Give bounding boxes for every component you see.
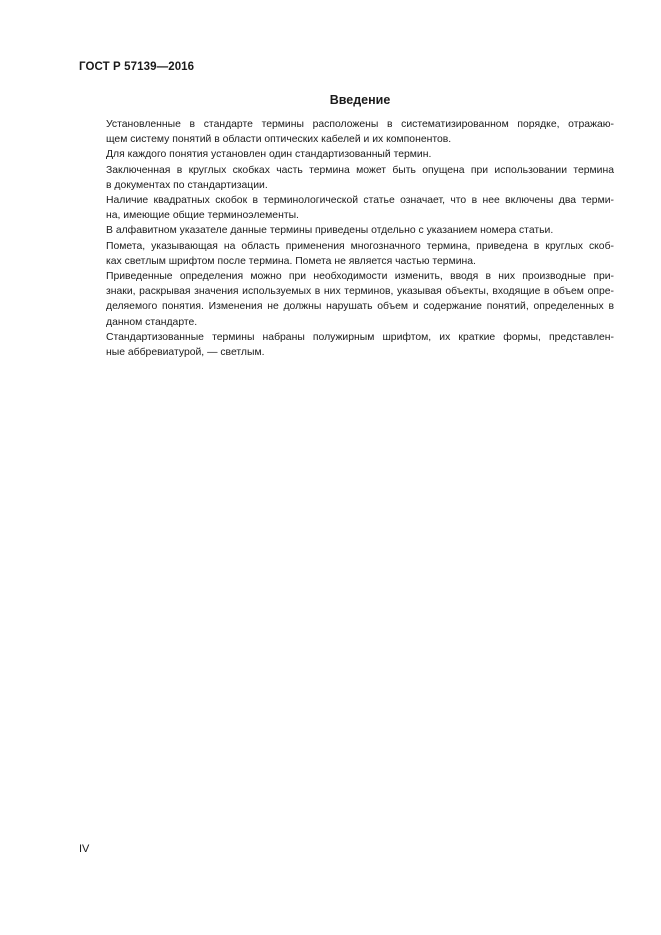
text-line: В алфавитном указателе данные термины приведены отдельно с указанием номера статьи.	[106, 225, 554, 237]
text-line: Заключенная в круглых скобках часть термина может быть опущена при использовании термина	[106, 164, 614, 176]
text-line: Приведенные определения можно при необходимости изменить, вводя в них производные при-	[106, 271, 614, 283]
body-text	[79, 117, 614, 360]
paragraph	[79, 269, 614, 330]
text-line: на, имеющие общие терминоэлементы.	[106, 210, 299, 222]
page-number: IV	[79, 843, 90, 855]
text-line: Для каждого понятия установлен один стандартизованный термин.	[106, 149, 432, 161]
text-line: Помета, указывающая на область применения многозначного термина, приведена в круглых скоб-	[106, 240, 614, 252]
text-line: Стандартизованные термины набраны полужирным шрифтом, их краткие формы, представлен-	[106, 331, 614, 343]
text-line: Наличие квадратных скобок в терминологической статье означает, что в нее включены два терми-	[106, 195, 614, 207]
paragraph	[79, 147, 614, 162]
text-line: ные аббревиатурой, — светлым.	[106, 347, 265, 359]
document-code-header: ГОСТ Р 57139—2016	[79, 61, 195, 73]
text-line: Установленные в стандарте термины расположены в систематизированном порядке, отражаю-	[106, 119, 614, 130]
paragraph	[79, 223, 614, 238]
paragraph	[79, 193, 614, 223]
paragraph	[79, 330, 614, 360]
text-line: ках светлым шрифтом после термина. Помета не является частью термина.	[106, 255, 476, 267]
text-line: деляемого понятия. Изменения не должны нарушать объем и содержание понятий, определенных в	[106, 301, 614, 313]
paragraph	[79, 163, 614, 193]
paragraph	[79, 239, 614, 269]
text-line: в документах по стандартизации.	[106, 179, 268, 191]
section-title: Введение	[329, 93, 391, 107]
paragraph	[79, 117, 614, 147]
text-line: данном стандарте.	[106, 316, 198, 328]
text-line: щем систему понятий в области оптических кабелей и их компонентов.	[106, 134, 452, 146]
text-line: знаки, раскрывая значения используемых в них терминов, указывая объекты, входящие в объем опре-	[106, 286, 614, 298]
